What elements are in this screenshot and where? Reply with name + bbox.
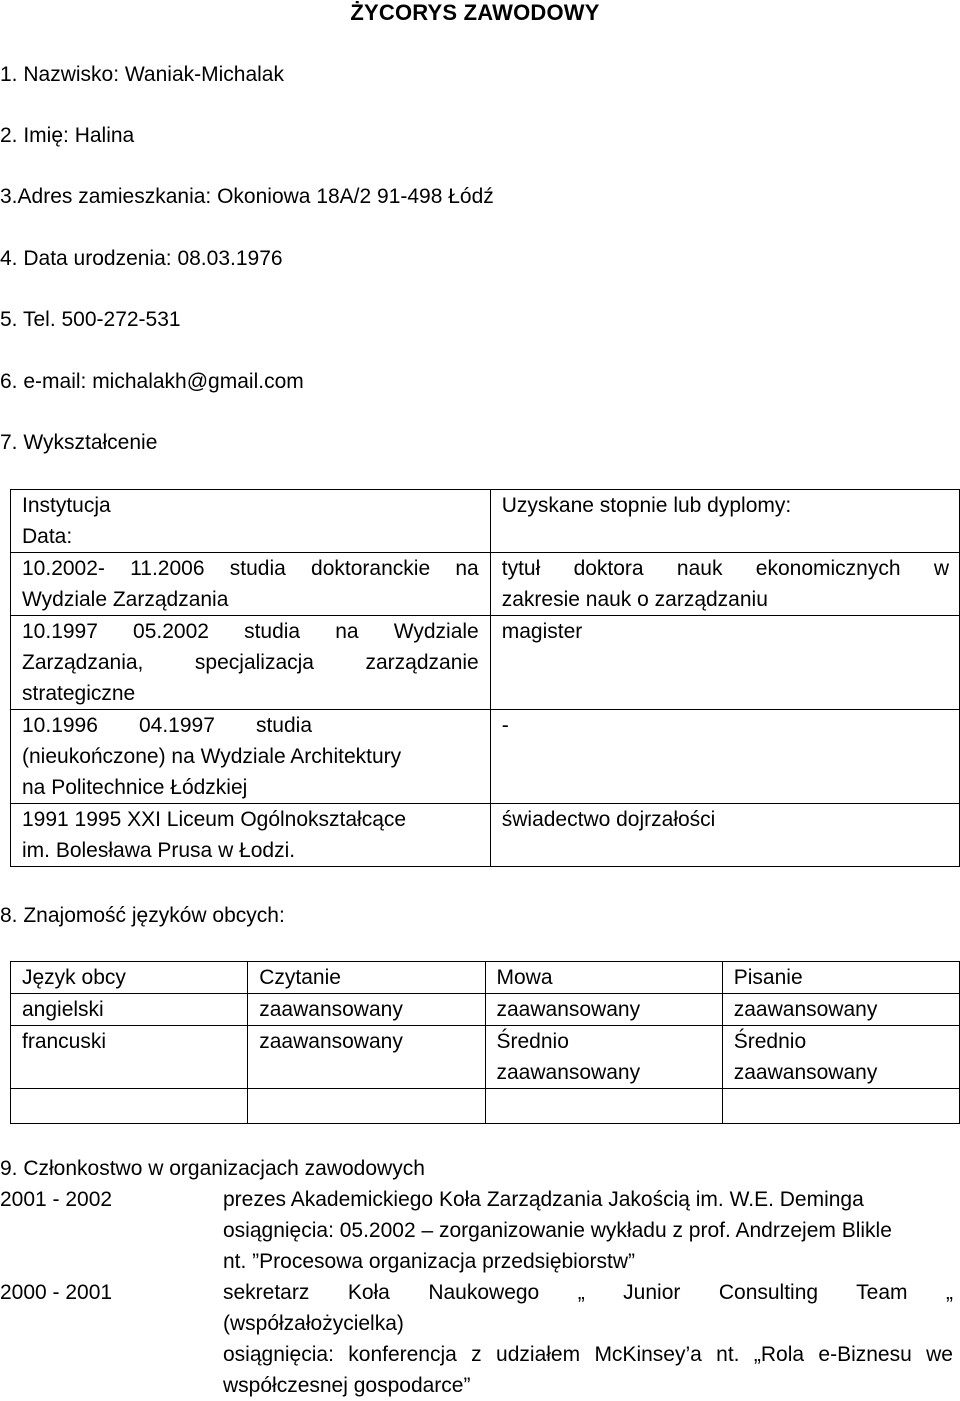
education-row-2-left-line-1: 10.1997 05.2002 studia na Wydziale — [22, 620, 479, 643]
personal-birth-date: 4. Data urodzenia: 08.03.1976 — [0, 247, 283, 270]
language-writing-level: Średnio zaawansowany — [722, 1026, 959, 1089]
education-row-1-right-line-1: tytuł doktora nauk ekonomicznych w — [501, 557, 949, 580]
empty-cell — [485, 1089, 722, 1124]
organization-line: (współzałożycielka) — [223, 1312, 404, 1335]
education-row — [11, 710, 960, 804]
languages-header-speaking: Mowa — [485, 962, 722, 994]
education-row-3-left-line-2: (nieukończone) na Wydziale Architektury — [22, 745, 402, 768]
language-speaking-level: zaawansowany — [485, 994, 722, 1026]
languages-header-language: Język obcy — [11, 962, 248, 994]
organization-line: nt. ”Procesowa organizacja przedsiębiorstw” — [223, 1250, 636, 1273]
language-reading-level: zaawansowany — [248, 1026, 485, 1089]
education-header-row — [11, 490, 960, 553]
education-row-2-left-line-3: strategiczne — [22, 682, 136, 705]
organization-line: sekretarz Koła Naukowego „ Junior Consulting Team „ — [223, 1281, 953, 1304]
organization-description — [223, 1184, 953, 1277]
education-row — [11, 804, 960, 867]
language-writing-level: zaawansowany — [722, 994, 959, 1026]
personal-address: 3.Adres zamieszkania: Okoniowa 18A/2 91-498 Łódź — [0, 185, 494, 208]
education-row-1-left-line-1: 10.2002- 11.2006 studia doktoranckie na — [22, 557, 479, 580]
personal-surname: 1. Nazwisko: Waniak-Michalak — [0, 63, 284, 86]
languages-empty-row — [11, 1089, 960, 1124]
education-row-4-right-line-1: świadectwo dojrzałości — [501, 808, 716, 831]
page-title: ŻYCORYS ZAWODOWY — [350, 0, 600, 25]
personal-phone: 5. Tel. 500-272-531 — [0, 308, 181, 331]
personal-first-name: 2. Imię: Halina — [0, 124, 135, 147]
education-header-institution: Instytucja — [22, 494, 111, 517]
education-header-degrees: Uzyskane stopnie lub dyplomy: — [490, 490, 959, 553]
education-row-2-right-line-1: magister — [501, 620, 583, 643]
languages-table — [10, 961, 960, 1124]
empty-cell — [11, 1089, 248, 1124]
education-row — [11, 553, 960, 616]
language-name: angielski — [11, 994, 248, 1026]
organization-years: 2001 - 2002 — [0, 1188, 113, 1211]
education-row-4-left-line-2: im. Bolesława Prusa w Łodzi. — [22, 839, 296, 862]
languages-header-writing: Pisanie — [722, 962, 959, 994]
education-row-2-left-line-2: Zarządzania, specjalizacja zarządzanie — [22, 651, 479, 674]
organization-line: prezes Akademickiego Koła Zarządzania Jakością im. W.E. Deminga — [223, 1188, 864, 1211]
languages-header-row — [11, 962, 960, 994]
education-header-date: Data: — [22, 525, 73, 548]
language-speaking-level: Średnio zaawansowany — [485, 1026, 722, 1089]
organization-description — [223, 1277, 953, 1401]
education-row-1-right-line-2: zakresie nauk o zarządzaniu — [501, 588, 768, 611]
empty-cell — [248, 1089, 485, 1124]
organization-line: osiągnięcia: konferencja z udziałem McKinsey’a nt. „Rola e-Biznesu we — [223, 1343, 953, 1366]
education-row-1-left-line-2: Wydziale Zarządzania — [22, 588, 229, 611]
languages-row — [11, 1026, 960, 1089]
education-row-3-left-line-3: na Politechnice Łódzkiej — [22, 776, 248, 799]
education-row-3-right-line-1: - — [501, 714, 509, 737]
section-languages-heading: 8. Znajomość języków obcych: — [0, 904, 285, 927]
language-reading-level: zaawansowany — [248, 994, 485, 1026]
section-education-heading: 7. Wykształcenie — [0, 431, 158, 454]
languages-row — [11, 994, 960, 1026]
section-organizations-heading: 9. Członkostwo w organizacjach zawodowych — [0, 1157, 425, 1180]
education-row — [11, 616, 960, 710]
organization-line: współczesnej gospodarce” — [223, 1374, 471, 1397]
education-row-3-left-line-1: 10.1996 04.1997 studia — [22, 714, 312, 737]
personal-email: 6. e-mail: michalakh@gmail.com — [0, 370, 304, 393]
education-row-4-left-line-1: 1991 1995 XXI Liceum Ogólnokształcące — [22, 808, 407, 831]
organization-years: 2000 - 2001 — [0, 1281, 113, 1304]
education-table — [10, 489, 960, 867]
languages-header-reading: Czytanie — [248, 962, 485, 994]
language-name: francuski — [11, 1026, 248, 1089]
organization-line: osiągnięcia: 05.2002 – zorganizowanie wykładu z prof. Andrzejem Blikle — [223, 1219, 892, 1242]
empty-cell — [722, 1089, 959, 1124]
